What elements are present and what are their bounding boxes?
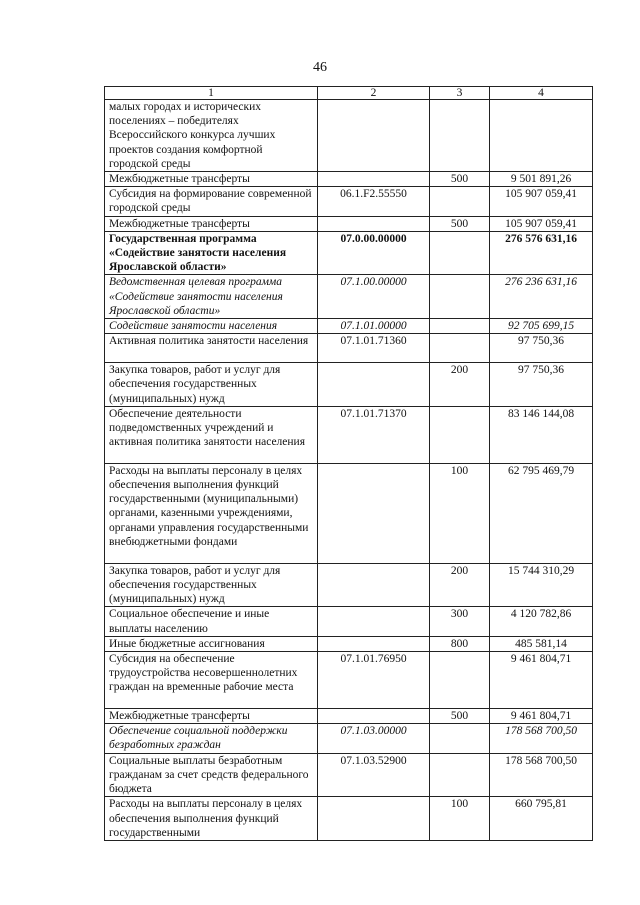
row-amount-cell: 485 581,14: [490, 636, 593, 651]
row-name-cell: Субсидия на формирование современной городской среды: [105, 187, 318, 216]
row-name-cell: Социальные выплаты безработным гражданам за счет средств федерального бюджета: [105, 753, 318, 797]
row-code-cell: 06.1.F2.55550: [318, 187, 430, 216]
table-row: [105, 406, 593, 463]
table-row: [105, 709, 593, 724]
row-amount-cell: 15 744 310,29: [490, 563, 593, 607]
row-name-cell: Государственная программа «Содействие занятости населения Ярославской области»: [105, 231, 318, 275]
row-amount-cell: [490, 100, 593, 172]
row-amount-cell: 92 705 699,15: [490, 319, 593, 334]
row-name-cell: Расходы на выплаты персоналу в целях обеспечения выполнения функций государственными: [105, 797, 318, 841]
header-col-4: 4: [490, 87, 593, 100]
table-row: [105, 187, 593, 216]
header-col-2: 2: [318, 87, 430, 100]
table-row: [105, 216, 593, 231]
header-col-1: 1: [105, 87, 318, 100]
table-row: [105, 334, 593, 363]
row-code-cell: 07.1.01.71370: [318, 406, 430, 463]
table-row: [105, 636, 593, 651]
row-type-cell: [430, 231, 490, 275]
row-name-cell: Расходы на выплаты персоналу в целях обеспечения выполнения функций государственными (муниципальными) органами, казенными учреждениями, органами управления государственными внебюджетными фондами: [105, 463, 318, 563]
table-header-row: [105, 87, 593, 100]
row-type-cell: 800: [430, 636, 490, 651]
page-number: 46: [313, 60, 327, 75]
row-type-cell: [430, 319, 490, 334]
row-type-cell: [430, 334, 490, 363]
row-code-cell: [318, 607, 430, 636]
row-name-cell: Иные бюджетные ассигнования: [105, 636, 318, 651]
row-name-cell: малых городах и исторических поселениях – победителях Всероссийского конкурса лучших проектов создания комфортной городской среды: [105, 100, 318, 172]
table-row: [105, 753, 593, 797]
row-amount-cell: 178 568 700,50: [490, 753, 593, 797]
row-amount-cell: 105 907 059,41: [490, 187, 593, 216]
row-type-cell: [430, 406, 490, 463]
row-name-cell: Межбюджетные трансферты: [105, 709, 318, 724]
table-row: [105, 563, 593, 607]
table-row: [105, 172, 593, 187]
table-row: [105, 231, 593, 275]
table-row: [105, 319, 593, 334]
row-name-cell: Активная политика занятости населения: [105, 334, 318, 363]
row-type-cell: 300: [430, 607, 490, 636]
row-name-cell: Субсидия на обеспечение трудоустройства несовершеннолетних граждан на временные рабочие места: [105, 652, 318, 709]
row-name-cell: Обеспечение социальной поддержки безработных граждан: [105, 724, 318, 753]
row-name-cell: Закупка товаров, работ и услуг для обеспечения государственных (муниципальных) нужд: [105, 363, 318, 407]
row-type-cell: [430, 275, 490, 319]
row-amount-cell: 9 461 804,71: [490, 709, 593, 724]
row-amount-cell: 62 795 469,79: [490, 463, 593, 563]
row-name-cell: Обеспечение деятельности подведомственных учреждений и активная политика занятости населения: [105, 406, 318, 463]
row-name-cell: Межбюджетные трансферты: [105, 216, 318, 231]
row-type-cell: 200: [430, 563, 490, 607]
row-type-cell: 500: [430, 172, 490, 187]
row-amount-cell: 660 795,81: [490, 797, 593, 841]
row-code-cell: [318, 797, 430, 841]
row-type-cell: 200: [430, 363, 490, 407]
row-type-cell: [430, 724, 490, 753]
row-amount-cell: 9 501 891,26: [490, 172, 593, 187]
table-row: [105, 797, 593, 841]
table-row: [105, 100, 593, 172]
row-amount-cell: 276 576 631,16: [490, 231, 593, 275]
row-code-cell: [318, 172, 430, 187]
row-amount-cell: 276 236 631,16: [490, 275, 593, 319]
row-name-cell: Содействие занятости населения: [105, 319, 318, 334]
row-name-cell: Социальное обеспечение и иные выплаты населению: [105, 607, 318, 636]
table-row: [105, 724, 593, 753]
table-row: [105, 463, 593, 563]
row-type-cell: 100: [430, 463, 490, 563]
row-amount-cell: 4 120 782,86: [490, 607, 593, 636]
row-code-cell: [318, 636, 430, 651]
row-code-cell: 07.0.00.00000: [318, 231, 430, 275]
row-type-cell: 500: [430, 709, 490, 724]
table-row: [105, 652, 593, 709]
table-row: [105, 363, 593, 407]
row-type-cell: 100: [430, 797, 490, 841]
row-code-cell: [318, 709, 430, 724]
row-type-cell: [430, 652, 490, 709]
row-type-cell: [430, 100, 490, 172]
row-code-cell: [318, 463, 430, 563]
row-name-cell: Межбюджетные трансферты: [105, 172, 318, 187]
row-code-cell: [318, 216, 430, 231]
header-col-3: 3: [430, 87, 490, 100]
budget-table: [104, 86, 593, 841]
row-code-cell: [318, 363, 430, 407]
table-row: [105, 275, 593, 319]
row-type-cell: 500: [430, 216, 490, 231]
row-amount-cell: 97 750,36: [490, 334, 593, 363]
row-code-cell: 07.1.01.71360: [318, 334, 430, 363]
row-code-cell: 07.1.03.52900: [318, 753, 430, 797]
row-name-cell: Закупка товаров, работ и услуг для обеспечения государственных (муниципальных) нужд: [105, 563, 318, 607]
row-name-cell: Ведомственная целевая программа «Содействие занятости населения Ярославской области»: [105, 275, 318, 319]
row-amount-cell: 97 750,36: [490, 363, 593, 407]
row-code-cell: [318, 100, 430, 172]
row-code-cell: [318, 563, 430, 607]
row-code-cell: 07.1.01.00000: [318, 319, 430, 334]
table-row: [105, 607, 593, 636]
row-code-cell: 07.1.00.00000: [318, 275, 430, 319]
row-code-cell: 07.1.03.00000: [318, 724, 430, 753]
row-type-cell: [430, 753, 490, 797]
row-code-cell: 07.1.01.76950: [318, 652, 430, 709]
row-type-cell: [430, 187, 490, 216]
row-amount-cell: 178 568 700,50: [490, 724, 593, 753]
row-amount-cell: 105 907 059,41: [490, 216, 593, 231]
row-amount-cell: 9 461 804,71: [490, 652, 593, 709]
row-amount-cell: 83 146 144,08: [490, 406, 593, 463]
